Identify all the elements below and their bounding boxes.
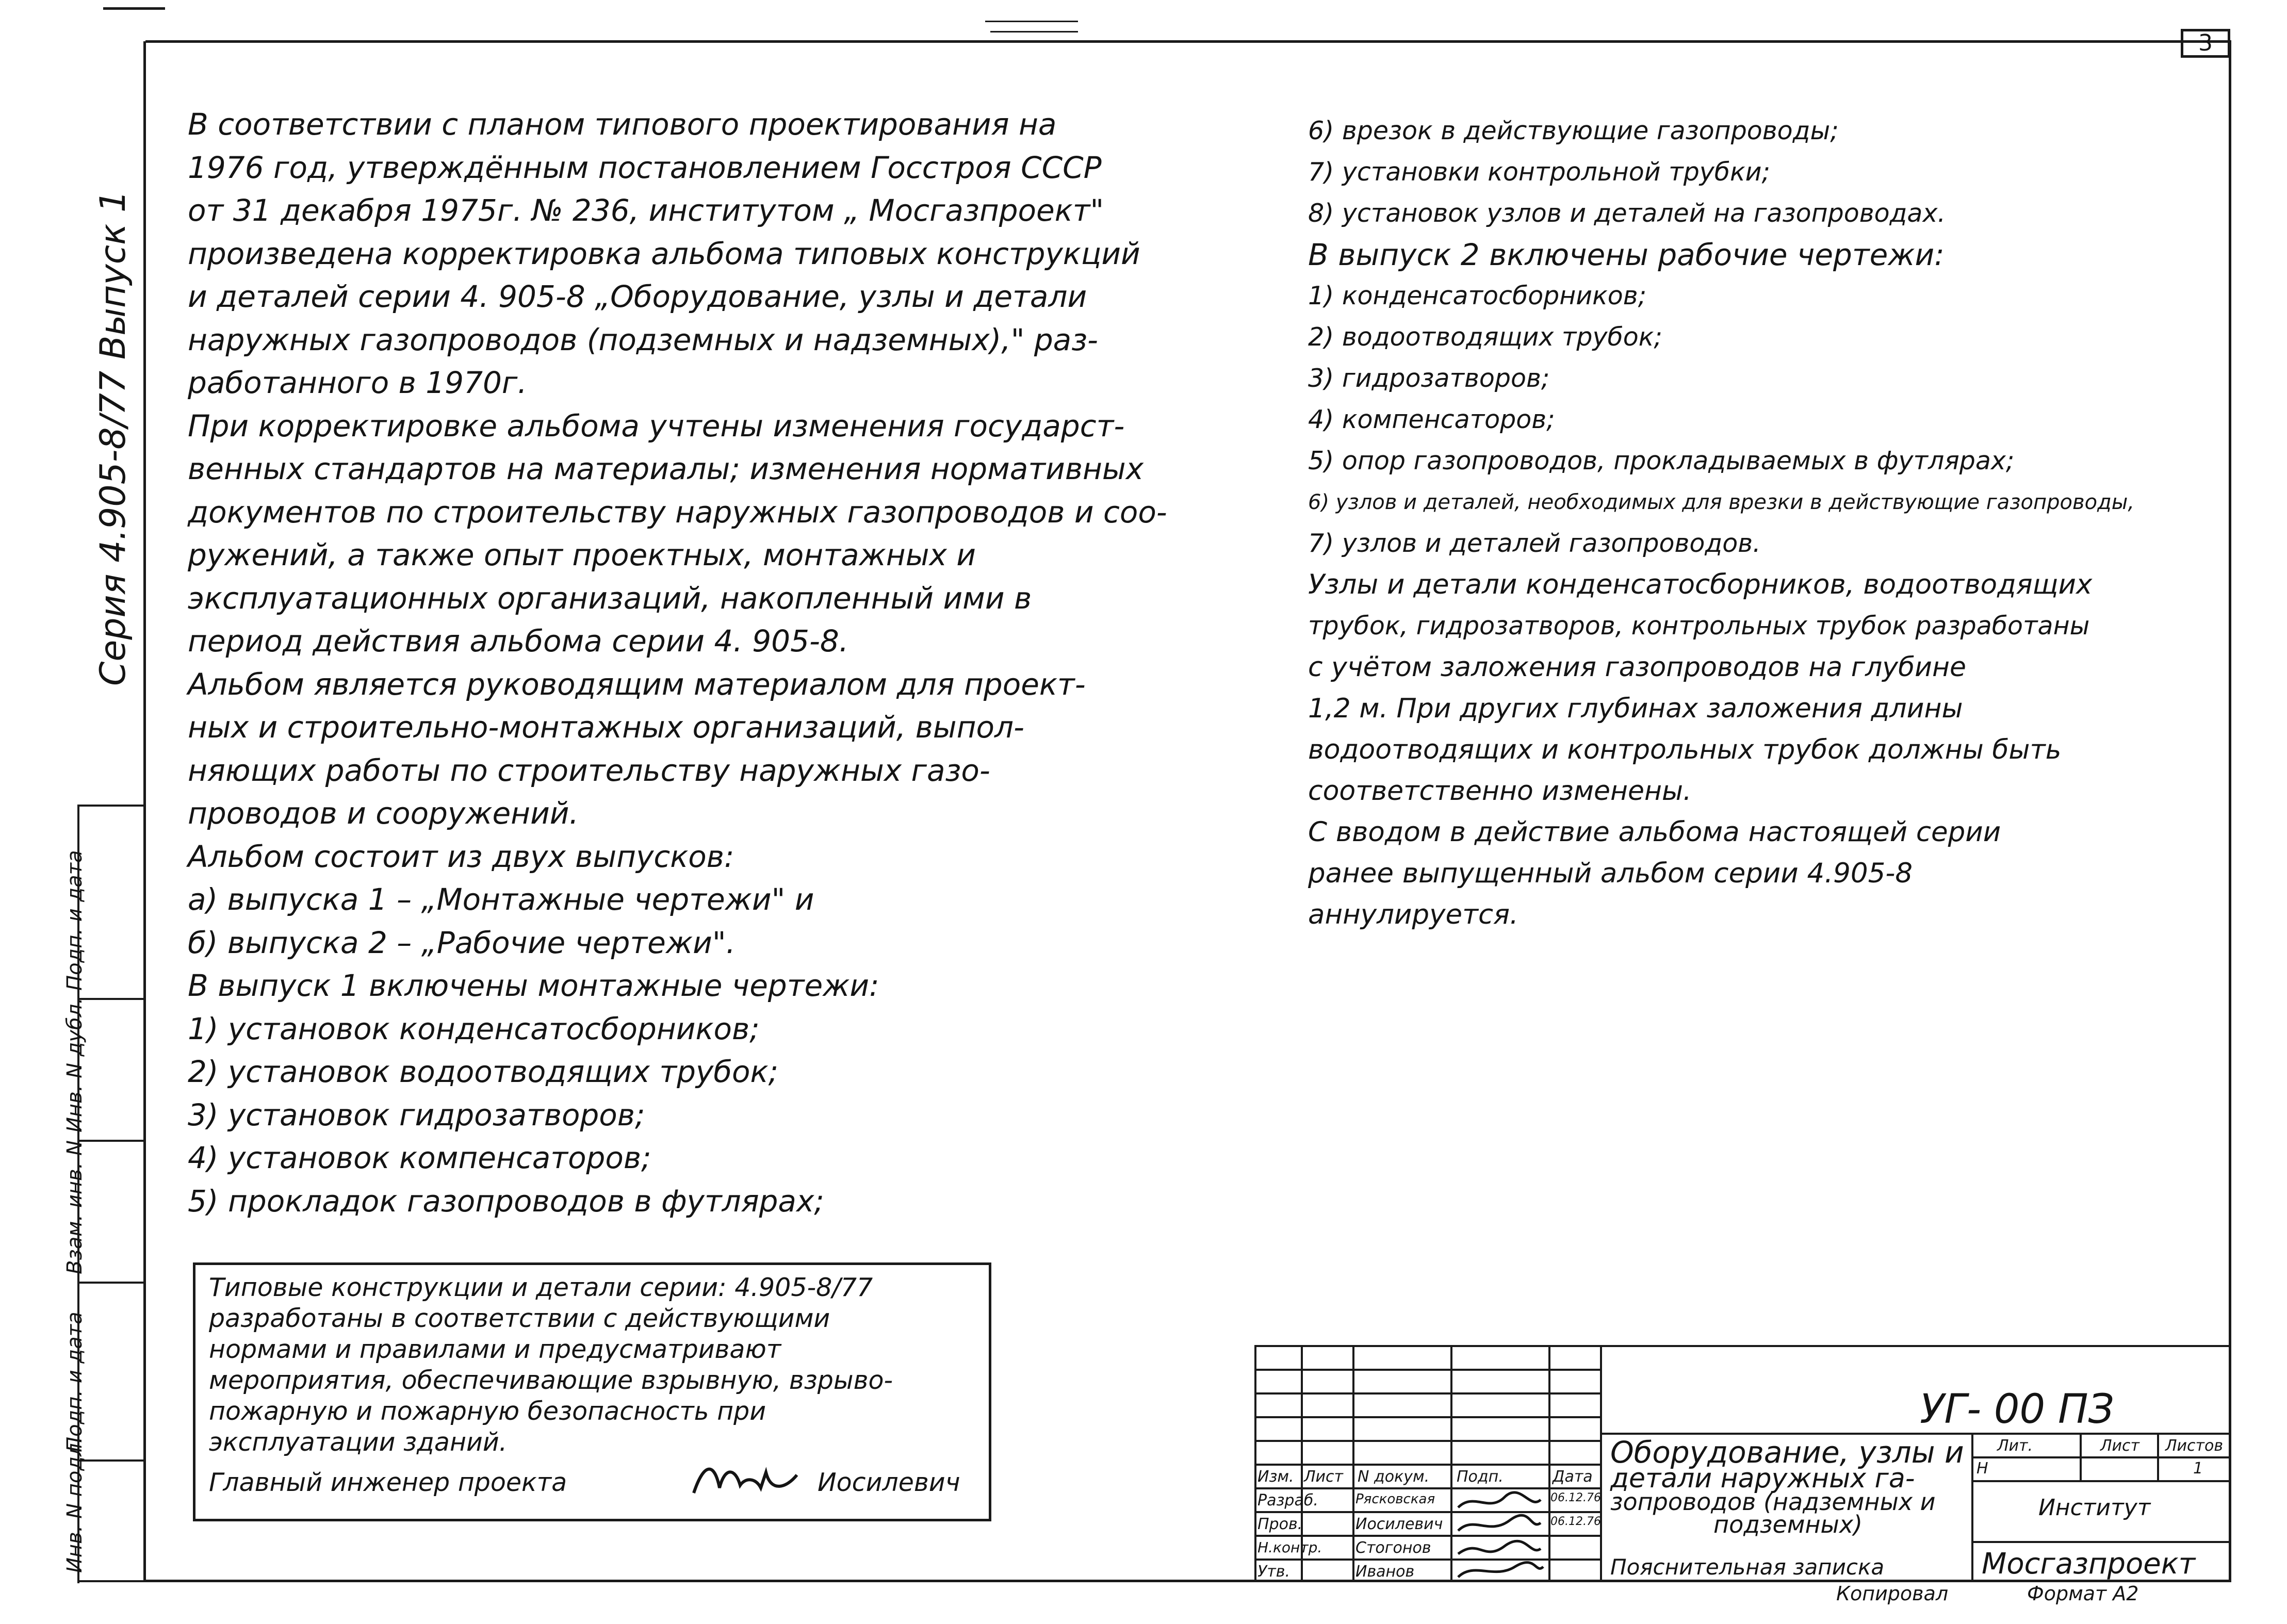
text-line: Альбом является руководящим материалом для проект-	[188, 666, 1086, 702]
side-series-title: Серия 4.905-8/77 Выпуск 1	[93, 190, 134, 686]
tb-meta-line	[1971, 1480, 2231, 1482]
text-line: При корректировке альбома учтены изменения государст-	[188, 408, 1125, 444]
tb-document-name: Пояснительная записка	[1610, 1554, 1885, 1580]
tb-col-line	[1352, 1345, 1354, 1582]
tb-header-doc-number: N докум.	[1358, 1468, 1430, 1486]
tb-col-line	[1450, 1345, 1452, 1582]
tb-meta-left	[1971, 1433, 1973, 1582]
text-line: с учётом заложения газопроводов на глубине	[1308, 652, 1966, 683]
tb-meta-line	[1971, 1456, 2231, 1458]
text-line: 7) узлов и деталей газопроводов.	[1308, 529, 1761, 558]
right-text-column	[1308, 110, 2134, 936]
strip-label: Подп. и дата	[63, 1311, 87, 1452]
text-line: В соответствии с планом типового проектирования на	[188, 107, 1057, 142]
tb-lit-value: Н	[1976, 1459, 1988, 1478]
text-line: 6) узлов и деталей, необходимых для врезки в действующие газопроводы,	[1308, 490, 2135, 514]
top-margin-mark	[103, 7, 165, 10]
tb-date-checker: 06.12.76	[1550, 1515, 1601, 1528]
text-line: 2) водоотводящих трубок;	[1308, 322, 1662, 352]
tb-lit-header: Лит.	[1997, 1437, 2033, 1455]
text-line: В выпуск 1 включены монтажные чертежи:	[188, 968, 879, 1003]
text-line: ружений, а также опыт проектных, монтажных и	[188, 537, 976, 572]
tb-sheets-value: 1	[2193, 1459, 2203, 1478]
text-line: период действия альбома серии 4. 905-8.	[188, 624, 849, 659]
text-line: водоотводящих и контрольных трубок должны быть	[1308, 734, 2062, 765]
tb-org-line1: Институт	[2038, 1495, 2151, 1521]
text-line: документов по строительству наружных газопроводов и соо-	[188, 494, 1167, 530]
tb-role-developer: Разраб.	[1257, 1491, 1318, 1510]
text-line: 1,2 м. При других глубинах заложения длины	[1308, 693, 1963, 724]
copied-by-label: Копировал	[1836, 1582, 1949, 1605]
text-line: 5) прокладок газопроводов в футлярах;	[188, 1183, 824, 1219]
text-line: 7) установки контрольной трубки;	[1308, 157, 1770, 187]
strip-label: Взам. инв. N	[63, 1140, 87, 1274]
tb-name-checker: Иосилевич	[1355, 1515, 1443, 1533]
text-line: 8) установок узлов и деталей на газопроводах.	[1308, 199, 1946, 228]
top-center-mark-2	[990, 31, 1078, 32]
tb-meta-col	[2080, 1433, 2082, 1480]
text-line: работанного в 1970г.	[188, 365, 527, 400]
strip-label: Инв. N подл.	[63, 1436, 87, 1573]
tb-title-line: зопроводов (надземных и	[1610, 1488, 1936, 1516]
text-line: соответственно изменены.	[1308, 776, 1692, 807]
strip-label: Подп. и дата	[63, 850, 87, 991]
text-line: 1) установок конденсатосборников;	[188, 1011, 760, 1046]
strip-cell-original-inv	[63, 1436, 144, 1582]
text-line: аннулируется.	[1308, 899, 1518, 930]
tb-sheet-header: Лист	[2100, 1437, 2140, 1455]
tb-name-developer: Рясковская	[1355, 1491, 1435, 1507]
tb-top-line	[1254, 1345, 2231, 1347]
tb-document-code: УГ- 00 ПЗ	[1920, 1386, 2114, 1433]
tb-role-norm-control: Н.контр.	[1257, 1539, 1322, 1556]
tb-col-line	[1548, 1345, 1550, 1582]
text-line: 3) установок гидрозатворов;	[188, 1097, 645, 1133]
text-line: проводов и сооружений.	[188, 796, 579, 831]
text-line: б) выпуска 2 – „Рабочие чертежи".	[188, 925, 736, 960]
text-line: 1) конденсатосборников;	[1308, 281, 1647, 310]
text-line: ранее выпущенный альбом серии 4.905-8	[1308, 858, 1913, 889]
text-line: эксплуатационных организаций, накопленный ими в	[188, 580, 1032, 616]
note-line: разработаны в соответствии с действующими	[209, 1304, 830, 1333]
signature-mark	[689, 1457, 802, 1503]
note-line: эксплуатации зданий.	[209, 1428, 508, 1457]
tb-name-norm-control: Стогонов	[1355, 1539, 1431, 1557]
tb-header-change: Изм.	[1257, 1468, 1294, 1486]
signer-name: Иосилевич	[818, 1468, 960, 1497]
tb-title-line: Оборудование, узлы и	[1610, 1435, 1964, 1470]
safety-note-box	[193, 1262, 991, 1521]
left-text-column	[188, 103, 1167, 1223]
text-line: Узлы и детали конденсатосборников, водоотводящих	[1308, 569, 2093, 600]
tb-name-approved: Иванов	[1355, 1563, 1415, 1581]
text-line: от 31 декабря 1975г. № 236, институтом „ Мосгазпроект"	[188, 193, 1104, 228]
tb-sheets-header: Листов	[2165, 1437, 2224, 1455]
tb-header-signature: Подп.	[1457, 1468, 1504, 1486]
title-block	[1254, 1345, 2231, 1582]
page-number: 3	[2181, 29, 2230, 58]
tb-signature-scribbles	[1453, 1489, 1546, 1582]
strip-label: Инв. N дубл.	[63, 997, 87, 1133]
text-line: а) выпуска 1 – „Монтажные чертежи" и	[188, 882, 814, 917]
text-line: няющих работы по строительству наружных газо-	[188, 752, 990, 788]
note-line: Типовые конструкции и детали серии: 4.905-8/77	[209, 1273, 873, 1302]
note-line: нормами и правилами и предусматривают	[209, 1335, 781, 1364]
note-line: мероприятия, обеспечивающие взрывную, взрыво-	[209, 1366, 893, 1395]
text-line: С вводом в действие альбома настоящей серии	[1308, 816, 2001, 848]
tb-date-developer: 06.12.76	[1550, 1491, 1601, 1504]
text-line: венных стандартов на материалы; изменения нормативных	[188, 451, 1144, 486]
tb-role-approved: Утв.	[1257, 1563, 1290, 1581]
text-line: и деталей серии 4. 905-8 „Оборудование, узлы и детали	[188, 279, 1087, 314]
text-line: 4) компенсаторов;	[1308, 405, 1555, 434]
signer-label: Главный инженер проекта	[209, 1468, 567, 1497]
text-line: 6) врезок в действующие газопроводы;	[1308, 116, 1839, 145]
strip-cell-signature-date-1	[63, 805, 144, 998]
text-line: В выпуск 2 включены рабочие чертежи:	[1308, 237, 1945, 272]
text-line: произведена корректировка альбома типовых конструкций	[188, 236, 1140, 271]
text-line: трубок, гидрозатворов, контрольных трубок разработаны	[1308, 611, 2090, 641]
tb-header-sheet: Лист	[1304, 1468, 1344, 1486]
note-signature-row	[209, 1467, 975, 1498]
text-line: Альбом состоит из двух выпусков:	[188, 839, 734, 874]
text-line: 4) установок компенсаторов;	[188, 1140, 651, 1175]
strip-cell-dup-inv	[63, 997, 144, 1140]
text-line: 2) установок водоотводящих трубок;	[188, 1054, 779, 1089]
tb-col-line	[1600, 1345, 1602, 1582]
format-label: Формат А2	[2027, 1582, 2139, 1605]
text-line: 1976 год, утверждённым постановлением Госстроя СССР	[188, 150, 1102, 185]
text-line: 5) опор газопроводов, прокладываемых в футлярах;	[1308, 446, 2015, 475]
top-center-mark	[985, 21, 1078, 22]
note-line: пожарную и пожарную безопасность при	[209, 1397, 766, 1426]
strip-cell-signature-date-2	[63, 1282, 144, 1459]
tb-title-line: детали наружных га-	[1610, 1463, 1915, 1494]
tb-org-line2: Мосгазпроект	[1982, 1547, 2196, 1581]
text-line: 3) гидрозатворов;	[1308, 364, 1550, 393]
tb-meta-line	[1971, 1541, 2231, 1543]
tb-meta-col	[2157, 1433, 2159, 1480]
text-line: ных и строительно-монтажных организаций, выпол-	[188, 710, 1024, 745]
tb-header-date: Дата	[1553, 1468, 1593, 1486]
tb-role-checker: Пров.	[1257, 1515, 1303, 1533]
text-line: наружных газопроводов (подземных и надземных)," раз-	[188, 322, 1098, 357]
tb-title	[1610, 1435, 1964, 1538]
strip-cell-replace-inv	[63, 1140, 144, 1282]
tb-title-line: подземных)	[1713, 1511, 1863, 1538]
